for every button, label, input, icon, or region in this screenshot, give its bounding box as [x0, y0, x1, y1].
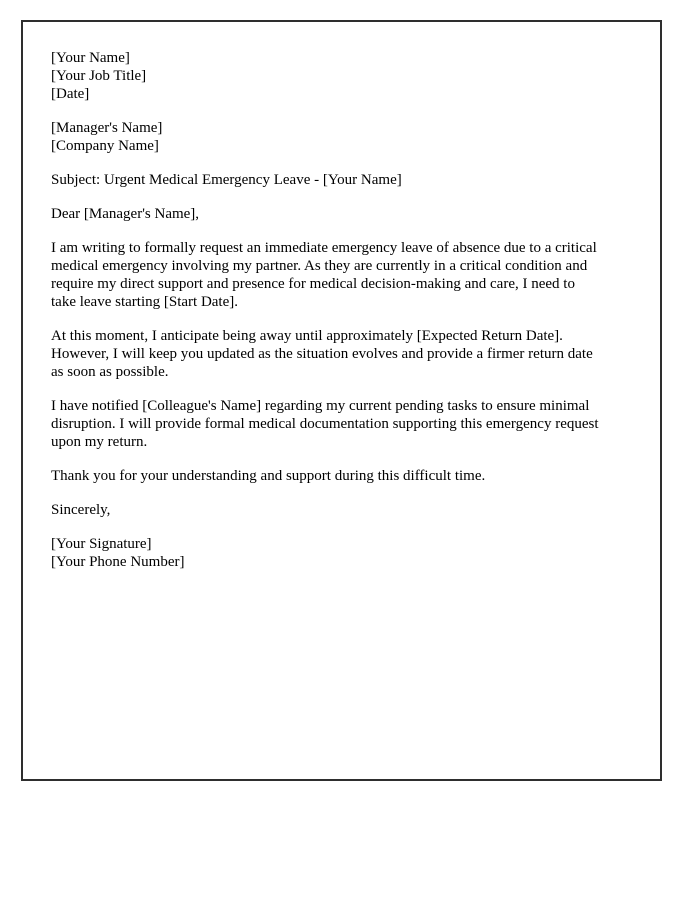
paragraph-line: Thank you for your understanding and support during this difficult time. [51, 468, 486, 484]
paragraph-line: disruption. I will provide formal medical documentation supporting this emergency request [51, 416, 599, 432]
sender-name-placeholder: [Your Name] [51, 50, 130, 66]
paragraph-line: upon my return. [51, 434, 148, 450]
paragraph-line: medical emergency involving my partner. As they are currently in a critical condition and [51, 258, 588, 274]
company-name-placeholder: [Company Name] [51, 138, 159, 154]
signature-placeholder: [Your Signature] [51, 536, 152, 552]
sender-block [51, 49, 632, 103]
paragraph-line: I have notified [Colleague's Name] regarding my current pending tasks to ensure minimal [51, 398, 590, 414]
paragraph-line: At this moment, I anticipate being away until approximately [Expected Return Date]. [51, 328, 563, 344]
manager-name-placeholder: [Manager's Name] [51, 120, 163, 136]
salutation: Dear [Manager's Name], [51, 206, 200, 222]
letter-date-placeholder: [Date] [51, 86, 90, 102]
paragraph-line: I am writing to formally request an immediate emergency leave of absence due to a critical [51, 240, 597, 256]
signature-block [51, 535, 632, 571]
paragraph-line: require my direct support and presence for medical decision-making and care, I need to [51, 276, 575, 292]
letter-page [21, 20, 662, 781]
closing: Sincerely, [51, 502, 111, 518]
subject-line: Subject: Urgent Medical Emergency Leave - [Your Name] [51, 172, 402, 188]
paragraph-line: However, I will keep you updated as the situation evolves and provide a firmer return date [51, 346, 593, 362]
sender-job-title-placeholder: [Your Job Title] [51, 68, 147, 84]
paragraph-thanks [51, 467, 632, 485]
paragraph-expected-return [51, 327, 632, 381]
paragraph-line: as soon as possible. [51, 364, 169, 380]
paragraph-leave-request [51, 239, 632, 311]
recipient-block [51, 119, 632, 155]
paragraph-line: take leave starting [Start Date]. [51, 294, 239, 310]
paragraph-handover-documentation [51, 397, 632, 451]
phone-number-placeholder: [Your Phone Number] [51, 554, 185, 570]
